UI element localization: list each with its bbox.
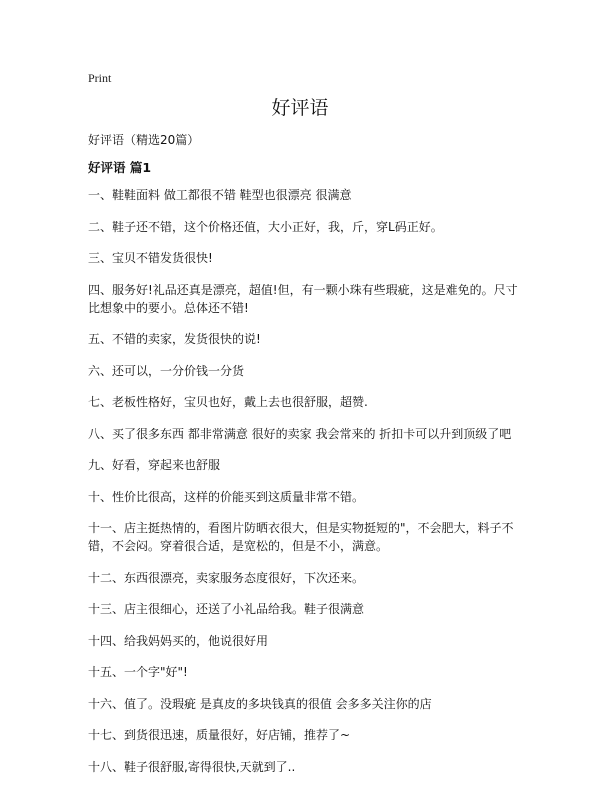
review-item: 十、性价比很高，这样的价能买到这质量非常不错。 <box>88 489 365 504</box>
review-item: 四、服务好!礼品还真是漂亮，超值!但，有一颗小珠有些瑕疵，这是难免的。尺寸比想象中的要小。总体还不错! <box>88 282 518 315</box>
document-subtitle: 好评语（精选20篇） <box>88 133 200 147</box>
review-item: 九、好看，穿起来也舒服 <box>88 458 221 472</box>
review-item: 七、老板性格好，宝贝也好，戴上去也很舒服，超赞. <box>88 395 368 409</box>
review-item: 十三、店主很细心，还送了小礼品给我。鞋子很满意 <box>88 602 365 616</box>
review-item: 五、不错的卖家，发货很快的说! <box>88 332 261 346</box>
print-label: Print <box>88 71 112 85</box>
review-item: 八、买了很多东西 都非常满意 很好的卖家 我会常来的 折扣卡可以升到顶级了吧 <box>88 426 512 441</box>
review-item: 六、还可以，一分价钱一分货 <box>88 363 245 378</box>
review-item: 十一、店主挺热情的，看图片防晒衣很大，但是实物挺短的"，不会肥大，料子不错，不会闷。穿着很合适，是宽松的，但是不小，满意。 <box>88 521 514 553</box>
document-title: 好评语 <box>271 97 329 119</box>
review-item: 十六、值了。没瑕疵 是真皮的多块钱真的很值 会多多关注你的店 <box>88 696 432 711</box>
review-item: 十五、一个字"好"! <box>88 665 188 679</box>
review-item: 二、鞋子还不错，这个价格还值，大小正好，我，斤，穿L码正好。 <box>88 219 443 234</box>
review-item: 一、鞋鞋面料 做工都很不错 鞋型也很漂亮 很满意 <box>88 188 352 202</box>
review-item: 十七、到货很迅速，质量很好，好店铺，推荐了~ <box>88 728 351 742</box>
section-heading: 好评语 篇1 <box>88 160 152 175</box>
review-item: 十四、给我妈妈买的，他说很好用 <box>88 633 269 648</box>
review-item: 三、宝贝不错发货很快! <box>88 251 213 265</box>
review-item: 十八、鞋子很舒服,寄得很快,天就到了.. <box>88 759 296 774</box>
review-list <box>88 186 518 789</box>
review-item: 十二、东西很漂亮，卖家服务态度很好，下次还来。 <box>88 570 365 585</box>
